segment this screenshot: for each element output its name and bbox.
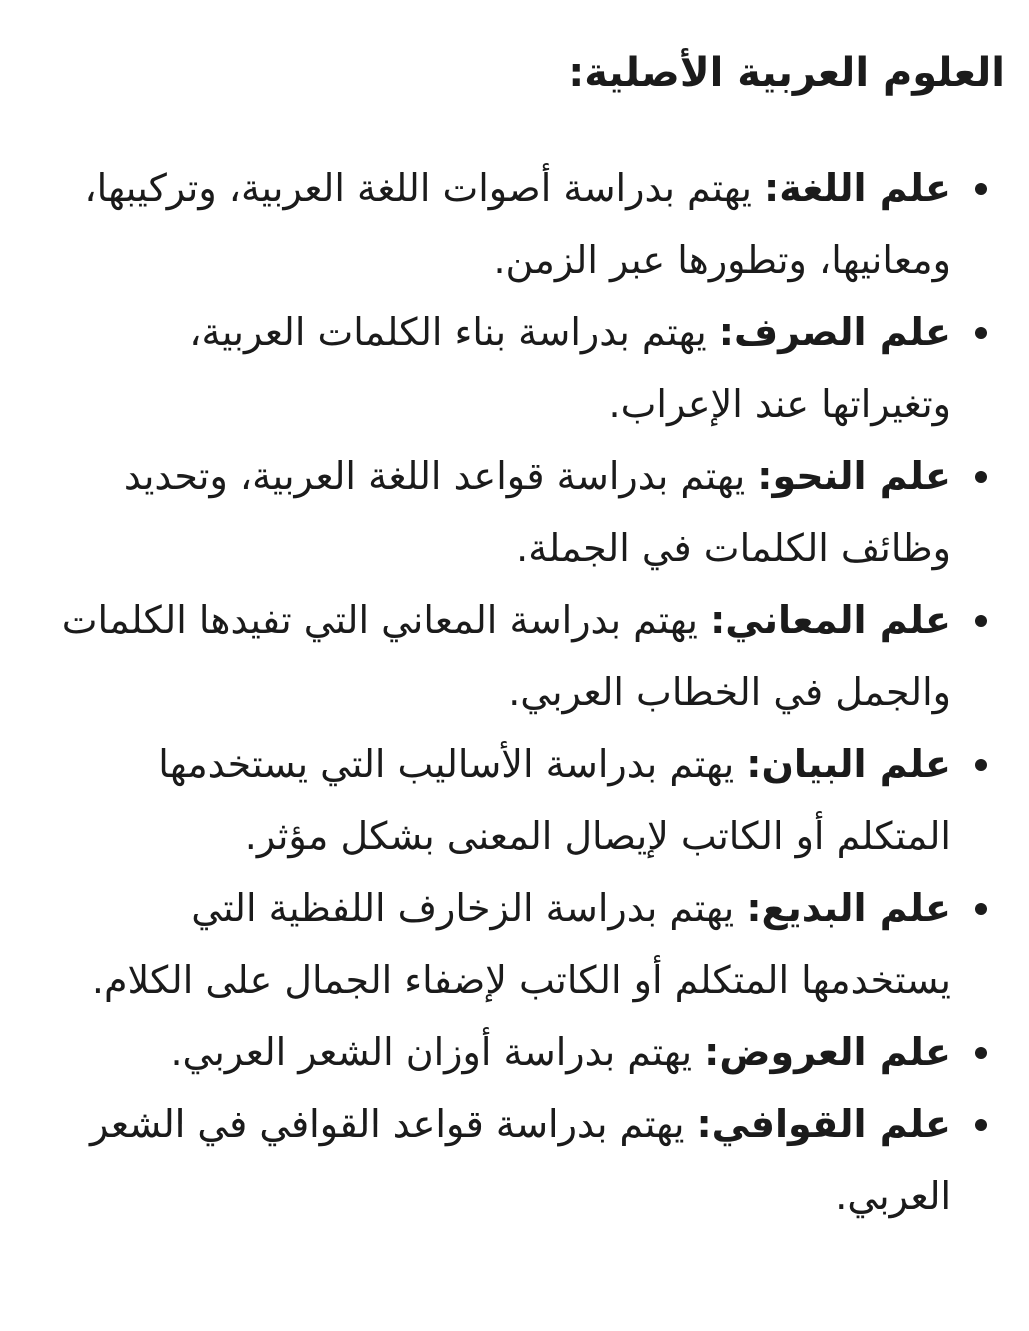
bullet-icon bbox=[975, 1047, 987, 1059]
bullet-icon bbox=[975, 615, 987, 627]
science-term: علم النحو: bbox=[757, 454, 951, 498]
science-description: يهتم بدراسة الأساليب التي يستخدمها المتكلم أو الكاتب لإيصال المعنى بشكل مؤثر. bbox=[158, 742, 951, 858]
list-item-linguistics bbox=[60, 152, 1005, 296]
bullet-icon bbox=[975, 1119, 987, 1131]
bullet-icon bbox=[975, 327, 987, 339]
bullet-icon bbox=[975, 759, 987, 771]
science-description: يهتم بدراسة أصوات اللغة العربية، وتركيبها، ومعانيها، وتطورها عبر الزمن. bbox=[84, 166, 951, 282]
list-item-prosody bbox=[60, 1016, 1005, 1088]
science-term: علم اللغة: bbox=[764, 166, 951, 210]
science-term: علم الصرف: bbox=[718, 310, 951, 354]
list-item-rhyme bbox=[60, 1088, 1005, 1232]
science-description: يهتم بدراسة أوزان الشعر العربي. bbox=[170, 1030, 705, 1074]
page-title: العلوم العربية الأصلية: bbox=[568, 50, 1005, 96]
sciences-list bbox=[60, 152, 1005, 1232]
science-term: علم القوافي: bbox=[696, 1102, 951, 1146]
list-item-morphology bbox=[60, 296, 1005, 440]
bullet-icon bbox=[975, 183, 987, 195]
science-description: يهتم بدراسة الزخارف اللفظية التي يستخدمها المتكلم أو الكاتب لإضفاء الجمال على الكلام. bbox=[91, 886, 951, 1002]
science-term: علم البديع: bbox=[746, 886, 951, 930]
list-item-grammar bbox=[60, 440, 1005, 584]
bullet-icon bbox=[975, 471, 987, 483]
bullet-icon bbox=[975, 903, 987, 915]
science-description: يهتم بدراسة بناء الكلمات العربية، وتغيراتها عند الإعراب. bbox=[189, 310, 951, 426]
science-term: علم البيان: bbox=[746, 742, 951, 786]
science-description: يهتم بدراسة قواعد القوافي في الشعر العربي. bbox=[89, 1102, 951, 1218]
science-term: علم العروض: bbox=[704, 1030, 951, 1074]
list-item-semantics bbox=[60, 584, 1005, 728]
list-item-rhetoric-badi bbox=[60, 872, 1005, 1016]
science-description: يهتم بدراسة قواعد اللغة العربية، وتحديد وظائف الكلمات في الجملة. bbox=[123, 454, 951, 570]
science-description: يهتم بدراسة المعاني التي تفيدها الكلمات والجمل في الخطاب العربي. bbox=[61, 598, 951, 714]
list-item-rhetoric-bayan bbox=[60, 728, 1005, 872]
science-term: علم المعاني: bbox=[710, 598, 951, 642]
